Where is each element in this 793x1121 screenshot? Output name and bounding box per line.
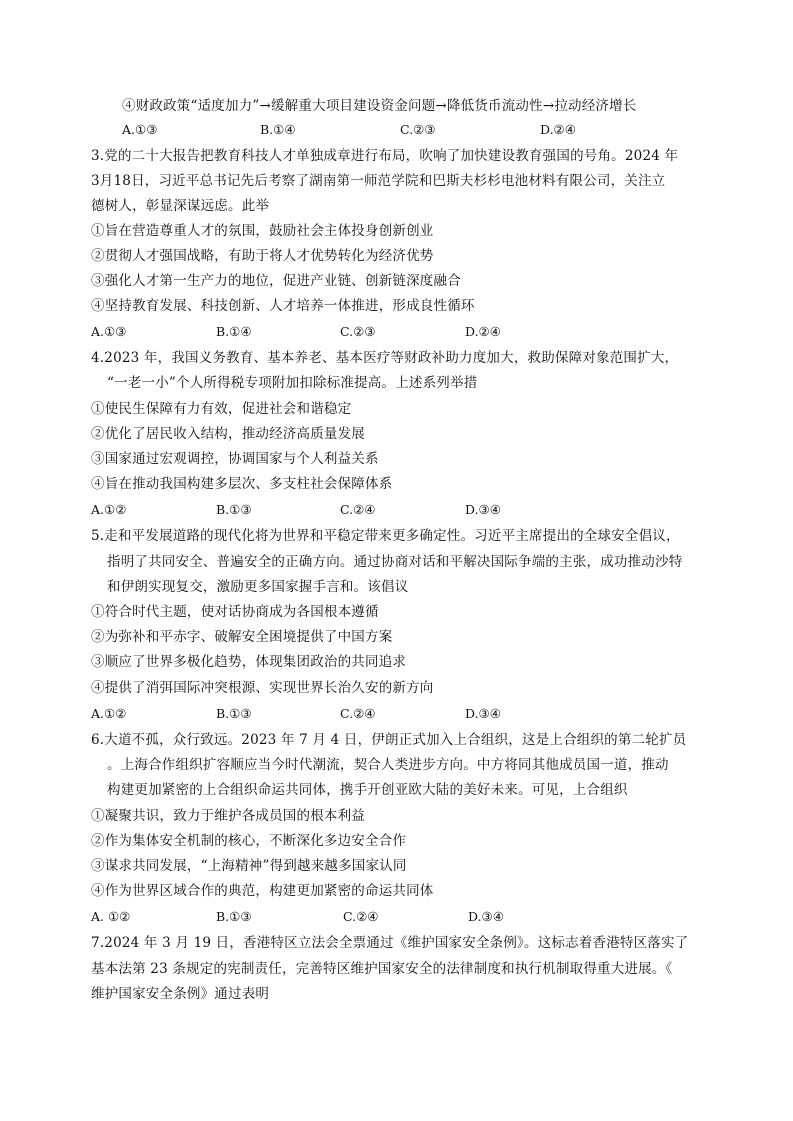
q3-option-d: D.②④: [465, 324, 501, 339]
q2-option-c: C.②③: [400, 122, 436, 137]
q3-option-b: B.①④: [216, 324, 252, 339]
q6-option-d: D.③④: [468, 909, 504, 924]
q6-item-2: ②作为集体安全机制的核心，不断深化多边安全合作: [91, 833, 407, 849]
q5-item-2: ②为弥补和平赤字、破解安全困境提供了中国方案: [91, 629, 393, 645]
q4-item-1: ①使民生保障有力有效，促进社会和谐稳定: [91, 401, 352, 417]
q6-option-a: A. ①②: [91, 909, 131, 924]
q4-stem-line-1: 4.2023 年，我国义务教育、基本养老、基本医疗等财政补助力度加大，救助保障对象范围扩大，: [91, 350, 679, 366]
q6-item-1: ①凝聚共识，致力于维护各成员国的根本利益: [91, 808, 365, 824]
q6-item-4: ④作为世界区域合作的典范，构建更加紧密的命运共同体: [91, 883, 434, 899]
q5-option-b: B.①③: [216, 706, 252, 721]
q6-stem-line-2: 。上海合作组织扩容顺应当今时代潮流，契合人类进步方向。中方将同其他成员国一道，推动: [107, 757, 669, 773]
q6-option-c: C.②④: [343, 909, 379, 924]
q7-stem-line-1: 7.2024 年 3 月 19 日，香港特区立法会全票通过《维护国家安全条例》。这标志着香港特区落实了: [91, 935, 689, 951]
q3-item-3: ③强化人才第一生产力的地位，促进产业链、创新链深度融合: [91, 273, 461, 289]
q5-item-1: ①符合时代主题，使对话协商成为各国根本遵循: [91, 604, 379, 620]
q2-item-4: ④财政政策“适度加力”→缓解重大项目建设资金问题→降低货币流动性→拉动经济增长: [122, 98, 637, 114]
q3-item-1: ①旨在营造尊重人才的氛围，鼓励社会主体投身创新创业: [91, 223, 434, 239]
q4-option-d: D.③④: [465, 502, 501, 517]
q4-option-a: A.①②: [91, 502, 127, 517]
q3-option-a: A.①③: [91, 324, 127, 339]
q3-stem-line-3: 德树人，彰显深谋远虑。此举: [91, 198, 270, 214]
q4-item-2: ②优化了居民收入结构，推动经济高质量发展: [91, 426, 365, 442]
q3-stem-line-2: 3月18日，习近平总书记先后考察了湖南第一师范学院和巴斯夫杉杉电池材料有限公司，关注立: [91, 173, 666, 189]
q5-option-c: C.②④: [340, 706, 376, 721]
q5-option-a: A.①②: [91, 706, 127, 721]
q3-option-c: C.②③: [340, 324, 376, 339]
q2-option-a: A.①③: [122, 122, 158, 137]
q7-stem-line-3: 维护国家安全条例》通过表明: [91, 986, 270, 1002]
q6-option-b: B.①③: [216, 909, 252, 924]
q4-option-b: B.①③: [216, 502, 252, 517]
q4-item-3: ③国家通过宏观调控，协调国家与个人利益关系: [91, 451, 379, 467]
q6-stem-line-3: 构建更加紧密的上合组织命运共同体，携手开创亚欧大陆的美好未来。可见，上合组织: [107, 782, 628, 798]
q2-option-b: B.①④: [260, 122, 296, 137]
q4-option-c: C.②④: [340, 502, 376, 517]
q5-stem-line-2: 指明了共同安全、普遍安全的正确方向。通过协商对话和平解决国际争端的主张，成功推动沙特: [107, 554, 683, 570]
q4-item-4: ④旨在推动我国构建多层次、多支柱社会保障体系: [91, 476, 393, 492]
q3-stem-line-1: 3.党的二十大报告把教育科技人才单独成章进行布局，吹响了加快建设教育强国的号角。2024 年: [91, 148, 679, 164]
q6-item-3: ③谋求共同发展，“上海精神”得到越来越多国家认同: [91, 858, 407, 874]
q5-option-d: D.③④: [465, 706, 501, 721]
q6-stem-line-1: 6.大道不孤，众行致远。2023 年 7 月 4 日，伊朗正式加入上合组织，这是上合组织的第二轮扩员: [91, 732, 687, 748]
q4-stem-line-2: “一老一小”个人所得税专项附加扣除标准提高。上述系列举措: [107, 375, 478, 391]
q3-item-4: ④坚持教育发展、科技创新、人才培养一体推进，形成良性循环: [91, 298, 475, 314]
q2-option-d: D.②④: [540, 122, 576, 137]
q5-stem-line-1: 5.走和平发展道路的现代化将为世界和平稳定带来更多确定性。习近平主席提出的全球安全倡议，: [91, 528, 680, 544]
q5-item-3: ③顺应了世界多极化趋势，体现集团政治的共同追求: [91, 654, 407, 670]
q3-item-2: ②贯彻人才强国战略，有助于将人才优势转化为经济优势: [91, 248, 434, 264]
q5-item-4: ④提供了消弭国际冲突根源、实现世界长治久安的新方向: [91, 680, 434, 696]
q7-stem-line-2: 基本法第 23 条规定的宪制责任，完善特区维护国家安全的法律制度和执行机制取得重大进展。《: [91, 961, 673, 977]
q5-stem-line-3: 和伊朗实现复交，激励更多国家握手言和。该倡议: [107, 579, 409, 595]
